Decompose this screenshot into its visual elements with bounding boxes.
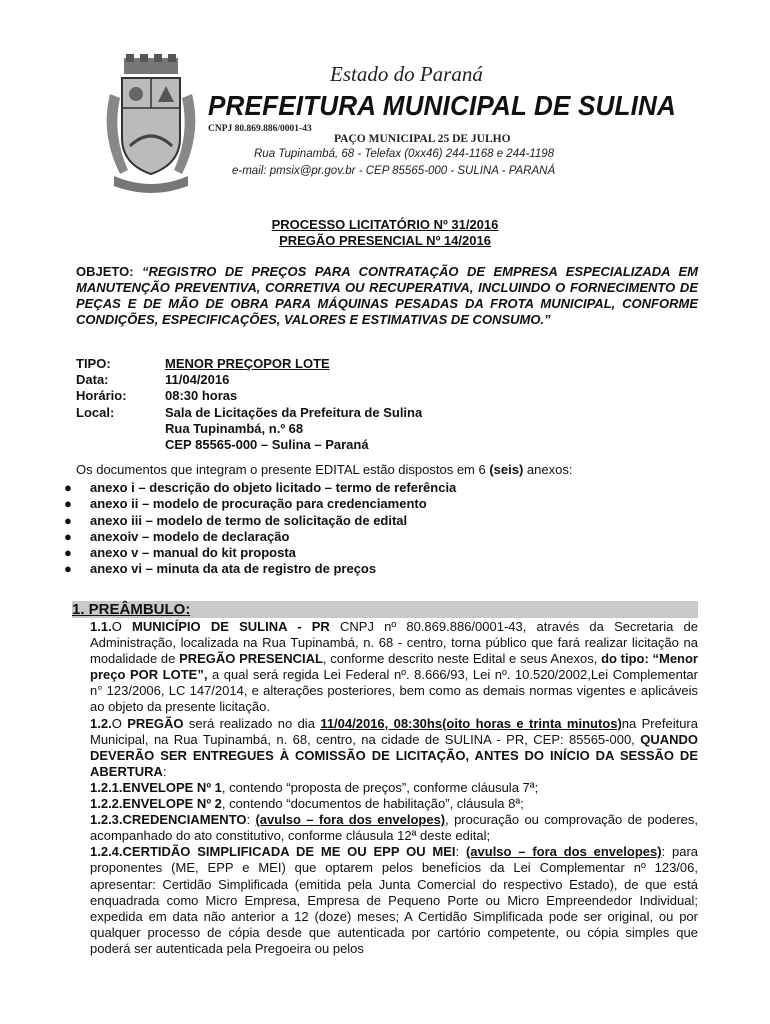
text-bold: 1.2.4.CERTIDÃO SIMPLIFICADA DE ME OU EPP OU MEI xyxy=(90,844,456,860)
list-item xyxy=(64,480,456,496)
list-item xyxy=(64,561,456,577)
data-label: Data: xyxy=(76,372,109,388)
text-bold: MUNICÍPIO DE SULINA - PR xyxy=(132,619,330,634)
annex-label: anexo vi – minuta da ata de registro de preços xyxy=(90,561,377,577)
text: : para proponentes (ME, EPP e MEI) que optarem pelos benefícios da Lei Complementar nº 123/06, apresentar: Certidão Simplificada (emitida pela Junta Comercial do respectivo Estado), de que está enquadrada como Micro Empresa, Empresa de Pequeno Porte ou Micro Empreendedor Individual; expedida em data não anterior a 12 (doze) meses; A Certidão Simplificada pode ser original, ou por qualquer processo de cópia desde que autenticada por cartório competente, ou cópia simples que poderá ser autenticada pela Pregoeira ou pelos xyxy=(90,844,699,956)
text-bold: PREGÃO PRESENCIAL xyxy=(179,651,323,667)
local-value-2: Rua Tupinambá, n.º 68 xyxy=(165,420,304,436)
text-bold-underlined: 11/04/2016, 08:30hs(oito horas e trinta minutos) xyxy=(320,715,622,731)
bid-info xyxy=(76,356,422,453)
local-value-3: CEP 85565-000 – Sulina – Paraná xyxy=(165,437,369,453)
list-item xyxy=(64,545,456,561)
clause-1-1 xyxy=(76,619,698,716)
text: : xyxy=(246,812,256,828)
annex-intro-text: Os documentos que integram o presente EDITAL estão dispostos em 6 xyxy=(76,462,490,477)
bullet-icon: ● xyxy=(64,545,72,561)
horario-value: 08:30 horas xyxy=(165,388,238,404)
text: : xyxy=(162,763,167,779)
text-bold: PREGÃO xyxy=(127,715,184,731)
clause-1-2 xyxy=(76,716,698,780)
preambulo-body xyxy=(76,619,698,957)
annex-intro-end: anexos: xyxy=(523,462,573,477)
text: será realizado no dia xyxy=(183,715,321,731)
annex-label: anexo v – manual do kit proposta xyxy=(90,545,296,561)
text-bold: QUANDO DEVERÃO SER ENTREGUES À COMISSÃO DE LICITAÇÃO, ANTES DO INÍCIO DA SESSÃO DE ABERTURA xyxy=(90,731,698,779)
section-title: 1. PREÂMBULO: xyxy=(72,601,191,618)
clause-number: 1.1. xyxy=(90,619,112,634)
pregao-title: PREGÃO PRESENCIAL Nº 14/2016 xyxy=(279,233,491,248)
objeto-text: “REGISTRO DE PREÇOS PARA CONTRATAÇÃO DE EMPRESA ESPECIALIZADA EM MANUTENÇÃO PREVENTIVA, CORRETIVA OU RECUPERATIVA, INCLUINDO O FORNECIMENTO DE PEÇAS E DE MÃO DE OBRA PARA MÁQUINAS PESADAS DA FROTA MUNICIPAL, CONFORME CONDIÇÕES, ESPECIFICAÇÕES, VALORES E ESTIMATIVAS DE CONSUMO.” xyxy=(76,264,698,327)
annex-intro-count: (seis) xyxy=(489,462,524,477)
bullet-icon: ● xyxy=(64,480,72,495)
text: a qual será regida Lei Federal nº. 8.666/93, Lei nº. 10.520/2002,Lei Complementar n° 123/2006, LC 147/2014, e alterações posteriores, bem como as demais normas vigentes e aplicáveis ao objeto da presente licitação. xyxy=(90,667,698,715)
annex-label: anexoiv – modelo de declaração xyxy=(90,528,290,544)
text-bold: do tipo: “Menor preço POR LOTE”, xyxy=(90,651,698,683)
letterhead-state: Estado do Paraná xyxy=(330,62,483,86)
objeto-label: OBJETO: xyxy=(76,264,143,279)
bullet-icon: ● xyxy=(64,561,72,577)
text: , procuração ou comprovação de poderes, acompanhado do ato constitutivo, conforme cláusula 12ª deste edital; xyxy=(90,812,698,844)
text-bold: 1.2.3.CREDENCIAMENTO xyxy=(90,812,247,828)
letterhead-municipality: PREFEITURA MUNICIPAL DE SULINA xyxy=(208,90,677,121)
text: na Prefeitura Municipal, na Rua Tupinambá, n. 68, centro, na cidade de SULINA - PR, CEP: 85565-000, xyxy=(90,715,698,747)
text: O xyxy=(111,619,133,634)
bullet-icon: ● xyxy=(64,512,72,528)
text: , conforme descrito neste Edital e seus Anexos, xyxy=(322,651,602,667)
local-value-1: Sala de Licitações da Prefeitura de Sulina xyxy=(165,404,423,420)
text: CNPJ nº 80.869.886/0001-43, através da Secretaria de Administração, localizada na Rua Tupinambá, n. 68 - centro, torna público que fará realizar licitação na modalidade de xyxy=(90,619,698,667)
text: O xyxy=(111,715,128,731)
text-bold-underlined: (avulso – fora dos envelopes) xyxy=(465,844,662,860)
tipo-label: TIPO: xyxy=(76,356,111,371)
letterhead-email: e-mail: pmsix@pr.gov.br - CEP 85565-000 - SULINA - PARANÁ xyxy=(232,165,556,177)
text: : xyxy=(455,844,466,860)
annex-list xyxy=(64,480,456,578)
text-bold-underlined: (avulso – fora dos envelopes) xyxy=(255,812,446,828)
bullet-icon: ● xyxy=(64,528,72,544)
annex-label: anexo iii – modelo de termo de solicitação de edital xyxy=(90,512,408,528)
process-title: PROCESSO LICITATÓRIO Nº 31/2016 xyxy=(271,217,499,232)
letterhead-address: Rua Tupinambá, 68 - Telefax (0xx46) 244-1168 e 244-1198 xyxy=(254,148,555,160)
text: , contendo “documentos de habilitação”, cláusula 8ª; xyxy=(221,796,524,812)
clause-1-2-3 xyxy=(76,812,698,844)
letterhead-cnpj: CNPJ 80.869.886/0001-43 xyxy=(208,124,312,134)
text: , contendo “proposta de preços”, conforme cláusula 7ª; xyxy=(221,779,539,795)
annex-label: anexo i – descrição do objeto licitado – termo de referência xyxy=(90,480,457,495)
clause-1-2-2 xyxy=(76,796,698,812)
clause-number: 1.2. xyxy=(90,715,112,731)
data-value: 11/04/2016 xyxy=(165,372,230,388)
section-heading-preambulo xyxy=(72,601,698,618)
clause-1-2-4 xyxy=(76,844,698,957)
objeto-paragraph xyxy=(76,264,698,328)
clause-1-2-1 xyxy=(76,780,698,796)
local-label: Local: xyxy=(76,404,115,420)
list-item xyxy=(64,529,456,545)
bullet-icon: ● xyxy=(64,496,72,512)
text-bold: 1.2.2.ENVELOPE Nº 2 xyxy=(90,796,222,812)
letterhead-paco: PAÇO MUNICIPAL 25 DE JULHO xyxy=(334,133,511,145)
municipal-coat-of-arms xyxy=(100,54,202,194)
annex-label: anexo ii – modelo de procuração para credenciamento xyxy=(90,496,427,512)
tipo-value: MENOR PREÇOPOR LOTE xyxy=(165,356,330,371)
horario-label: Horário: xyxy=(76,388,127,404)
list-item xyxy=(64,513,456,529)
text-bold: 1.2.1.ENVELOPE Nº 1 xyxy=(90,779,222,795)
annex-intro xyxy=(76,462,572,477)
list-item xyxy=(64,496,456,512)
